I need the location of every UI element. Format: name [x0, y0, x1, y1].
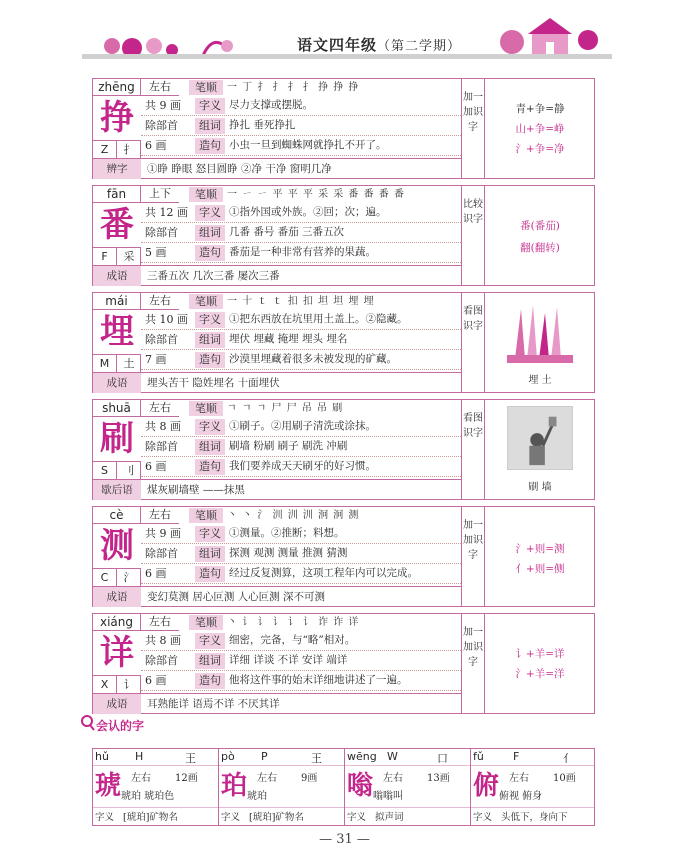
detail-rows: [141, 417, 461, 477]
cell-meaning: [琥珀]矿物名: [123, 812, 178, 823]
words-row: [141, 437, 461, 457]
cell-strokes: 13画: [427, 773, 450, 784]
side-method-label: 看图识字: [461, 292, 485, 393]
stroke-order-label: 笔顺: [189, 508, 223, 523]
sentence: 小虫一旦到蜘蛛网就挣扎不开了。: [229, 139, 387, 151]
radical-note: 除部首: [145, 547, 178, 560]
stroke-order: ㄱ ㄱ ㄱ 尸 尸 吊 吊 刷: [227, 403, 344, 414]
words: 探测 观测 测量 推测 猜测: [229, 547, 348, 559]
extra-row: [93, 693, 461, 713]
stroke-order-label: 笔顺: [189, 80, 223, 95]
section-title: 会认的字: [96, 719, 145, 733]
row-label: 造句: [195, 245, 225, 261]
cell-words: 琥珀 琥珀色: [121, 791, 175, 802]
row-label: 字义: [195, 419, 225, 435]
cell-structure: 左右: [257, 773, 277, 784]
meaning: ①测量。②推断；料想。: [229, 527, 345, 539]
cell-strokes: 12画: [175, 773, 198, 784]
row-label: 造句: [195, 566, 225, 582]
cell-character: 珀: [221, 771, 248, 801]
sentence: 我们要养成天天刷牙的好习惯。: [229, 460, 376, 472]
meaning-row: [141, 417, 461, 437]
cell-radical: 王: [311, 752, 322, 765]
sentence-row: [141, 243, 461, 263]
row-label: 成语: [93, 587, 141, 607]
title-sub: （第二学期）: [377, 39, 462, 54]
extra-row: [93, 158, 461, 178]
cell-meaning: 头低下，身向下: [501, 812, 568, 823]
index-letters: [93, 140, 141, 158]
side-method-label: 比较识字: [461, 185, 485, 286]
cell-meaning-label: 字义: [473, 812, 493, 823]
illustration-caption: 刷 墙: [528, 482, 552, 493]
page-title: [297, 34, 461, 55]
row-label: 造句: [195, 673, 225, 689]
index-letters: [93, 675, 141, 693]
stroke-count: 共 8 画: [145, 420, 181, 433]
stroke-order: 一 丁 扌 扌 扌 扌 挣 挣 挣: [227, 82, 360, 93]
remaining-strokes: 6 画: [145, 567, 167, 580]
cell-pinyin: fǔ: [473, 750, 484, 763]
side-box: [485, 614, 595, 713]
cell-pinyin: pò: [221, 750, 235, 763]
row-label: 字义: [195, 312, 225, 328]
char-entry-ce: [92, 506, 595, 607]
stroke-count: 共 12 画: [145, 206, 188, 219]
stroke-order: 丶 讠 讠 讠 讠 讠 诈 诈 详: [227, 617, 360, 628]
side-box: [485, 400, 595, 499]
side-method-label: 加一加识字: [461, 613, 485, 714]
pinyin: zhēng: [93, 79, 141, 96]
structure: 上下: [141, 186, 179, 203]
row-label: 组词: [195, 653, 225, 669]
detail-rows: [141, 524, 461, 584]
cell-structure: 左右: [383, 773, 403, 784]
meaning-row: [141, 631, 461, 651]
side-line: 番(番茄): [520, 220, 560, 232]
extra-content: 三番五次 几次三番 屡次三番: [147, 270, 280, 282]
cell-words: 俯视 俯身: [499, 791, 543, 802]
cell-pinyin: hǔ: [95, 750, 109, 763]
cell-radical: 王: [185, 752, 196, 765]
stroke-order: 一 ㄧ ㄧ 平 平 平 采 采 番 番 番 番: [227, 189, 405, 200]
side-method-label: 看图识字: [461, 399, 485, 500]
extra-row: [93, 265, 461, 285]
radical: 刂: [123, 464, 135, 477]
words: 刷墙 粉刷 刷子 刷洗 冲刷: [229, 440, 348, 452]
cell-strokes: 10画: [553, 773, 576, 784]
illustration-burying: [507, 299, 573, 363]
remaining-strokes: 6 画: [145, 460, 167, 473]
main-character: 埋: [100, 312, 134, 352]
side-line: 氵+则=测: [515, 543, 565, 555]
char-entry-zheng: [92, 78, 595, 179]
side-method-label: 加一加识字: [461, 506, 485, 607]
cell-radical: 亻: [563, 752, 574, 765]
illustration-caption: 埋 土: [528, 375, 552, 386]
cell-character: 嗡: [347, 771, 374, 801]
sentence-row: [141, 564, 461, 584]
pinyin: cè: [93, 507, 141, 524]
sentence-row: [141, 136, 461, 156]
stroke-order-label: 笔顺: [189, 615, 223, 630]
side-line: 山+争=峥: [515, 123, 565, 135]
recognize-char-cell: [345, 749, 471, 825]
detail-rows: [141, 96, 461, 156]
row-label: 字义: [195, 526, 225, 542]
radical-note: 除部首: [145, 119, 178, 132]
structure: 左右: [141, 79, 179, 96]
side-line: 青+争=静: [515, 103, 565, 115]
meaning: 尽力支撑或摆脱。: [229, 99, 313, 111]
side-box: [485, 293, 595, 392]
detail-rows: [141, 310, 461, 370]
stroke-order-label: 笔顺: [189, 187, 223, 202]
index-letter: F: [93, 248, 117, 265]
structure: 左右: [141, 400, 179, 417]
index-letter: X: [93, 676, 117, 693]
recognize-char-cell: [471, 749, 597, 825]
radical: 讠: [123, 678, 135, 691]
recognize-char-cell: [219, 749, 345, 825]
cell-meaning-label: 字义: [95, 812, 115, 823]
row-label: 组词: [195, 118, 225, 134]
cell-letter: H: [135, 750, 144, 763]
main-character: 挣: [100, 98, 134, 138]
char-entry-shua: [92, 399, 595, 500]
row-label: 成语: [93, 694, 141, 714]
index-letters: [93, 568, 141, 586]
sentence: 番茄是一种非常有营养的果蔬。: [229, 246, 376, 258]
main-character: 详: [100, 633, 134, 673]
pinyin: fān: [93, 186, 141, 203]
row-label: 组词: [195, 225, 225, 241]
remaining-strokes: 5 画: [145, 246, 167, 259]
cell-radical: 口: [437, 752, 448, 765]
radical: 扌: [123, 143, 135, 156]
row-label: 组词: [195, 332, 225, 348]
radical-note: 除部首: [145, 440, 178, 453]
meaning-row: [141, 310, 461, 330]
extra-row: [93, 479, 461, 499]
remaining-strokes: 6 画: [145, 674, 167, 687]
stroke-order: 丶 丶 氵 汌 汌 汌 泂 泂 测: [227, 510, 360, 521]
title-main: 语文四年级: [297, 36, 378, 54]
side-box: [485, 507, 595, 606]
side-line: 亻+则=侧: [515, 563, 565, 575]
radical-note: 除部首: [145, 654, 178, 667]
recognize-char-cell: [93, 749, 219, 825]
remaining-strokes: 7 画: [145, 353, 167, 366]
meaning: ①把东西放在坑里用土盖上。②隐藏。: [229, 313, 408, 325]
char-entry-fan: [92, 185, 595, 286]
index-letters: [93, 354, 141, 372]
extra-content: 埋头苦干 隐姓埋名 十面埋伏: [147, 377, 280, 389]
side-method-label: 加一加识字: [461, 78, 485, 179]
magnifier-icon: [80, 714, 96, 732]
sentence: 他将这件事的始末详细地讲述了一遍。: [229, 674, 408, 686]
cell-meaning-label: 字义: [347, 812, 367, 823]
cell-letter: F: [513, 750, 520, 763]
side-box: [485, 79, 595, 178]
meaning: ①指外国或外族。②回；次；遍。: [229, 206, 387, 218]
sentence: 经过反复测算，这项工程年内可以完成。: [229, 567, 418, 579]
side-line: 氵+争=净: [515, 143, 565, 155]
decorative-house-right: [492, 14, 612, 58]
cell-strokes: 9画: [301, 773, 318, 784]
words-row: [141, 544, 461, 564]
words-row: [141, 330, 461, 350]
row-label: 字义: [195, 205, 225, 221]
stroke-count: 共 10 画: [145, 313, 188, 326]
row-label: 组词: [195, 546, 225, 562]
illustration-brushing-wall: [507, 406, 573, 470]
detail-rows: [141, 203, 461, 263]
meaning-row: [141, 524, 461, 544]
row-label: 造句: [195, 352, 225, 368]
words: 几番 番号 番茄 三番五次: [229, 226, 345, 238]
cell-character: 俯: [473, 771, 500, 801]
words: 详细 详谈 不详 安详 端详: [229, 654, 348, 666]
char-entry-xiang: [92, 613, 595, 714]
cell-words: 琥珀: [247, 791, 267, 802]
stroke-count: 共 8 画: [145, 634, 181, 647]
meaning-row: [141, 203, 461, 223]
row-label: 字义: [195, 633, 225, 649]
radical: 土: [123, 357, 135, 370]
recognize-chars-grid: [92, 748, 595, 826]
extra-row: [93, 372, 461, 392]
row-label: 成语: [93, 266, 141, 286]
radical: 氵: [123, 571, 135, 584]
radical-note: 除部首: [145, 333, 178, 346]
main-character: 测: [100, 526, 134, 566]
words: 挣扎 垂死挣扎: [229, 119, 296, 131]
sentence-row: [141, 350, 461, 370]
cell-meaning-label: 字义: [221, 812, 241, 823]
main-character: 番: [100, 205, 134, 245]
row-label: 造句: [195, 138, 225, 154]
words-row: [141, 223, 461, 243]
row-label: 成语: [93, 373, 141, 393]
char-entry-mai: [92, 292, 595, 393]
cell-meaning: 拟声词: [375, 812, 404, 823]
radical-note: 除部首: [145, 226, 178, 239]
cell-words: 嗡嗡叫: [373, 791, 403, 802]
side-line: 氵+羊=洋: [515, 668, 565, 680]
extra-content: 耳熟能详 语焉不详 不厌其详: [147, 698, 280, 710]
extra-content: ①睁 睁眼 怒目圆睁 ②净 干净 窗明几净: [147, 163, 332, 175]
words: 埋伏 埋藏 掩埋 埋头 埋名: [229, 333, 348, 345]
structure: 左右: [141, 507, 179, 524]
pinyin: xiáng: [93, 614, 141, 631]
meaning: ①刷子。②用刷子清洗或涂抹。: [229, 420, 376, 432]
sentence: 沙漠里埋藏着很多未被发现的矿藏。: [229, 353, 397, 365]
row-label: 组词: [195, 439, 225, 455]
stroke-order: 一 十 ｔ ｔ 扣 扣 坦 坦 埋 埋: [227, 296, 375, 307]
row-label: 字义: [195, 98, 225, 114]
cell-structure: 左右: [509, 773, 529, 784]
sentence-row: [141, 671, 461, 691]
structure: 左右: [141, 614, 179, 631]
extra-row: [93, 586, 461, 606]
sentence-row: [141, 457, 461, 477]
meaning: 细密，完备，与“略”相对。: [229, 634, 356, 646]
detail-rows: [141, 631, 461, 691]
index-letter: M: [93, 355, 117, 372]
cell-meaning: [琥珀]矿物名: [249, 812, 304, 823]
meaning-row: [141, 96, 461, 116]
words-row: [141, 116, 461, 136]
extra-content: 煤灰刷墙壁 ——抹黑: [147, 484, 245, 496]
row-label: 辨字: [93, 159, 141, 179]
index-letter: Z: [93, 141, 117, 158]
row-label: 造句: [195, 459, 225, 475]
side-line: 讠+羊=详: [515, 648, 565, 660]
remaining-strokes: 6 画: [145, 139, 167, 152]
cell-letter: W: [387, 750, 398, 763]
page-header: [82, 14, 612, 74]
stroke-count: 共 9 画: [145, 99, 181, 112]
pinyin: shuā: [93, 400, 141, 417]
side-line: 翻(翻转): [520, 242, 560, 254]
index-letters: [93, 247, 141, 265]
stroke-order-label: 笔顺: [189, 401, 223, 416]
stroke-count: 共 9 画: [145, 527, 181, 540]
structure: 左右: [141, 293, 179, 310]
radical: 采: [123, 250, 135, 263]
words-row: [141, 651, 461, 671]
row-label: 歇后语: [93, 480, 141, 500]
cell-character: 琥: [95, 771, 122, 801]
side-box: [485, 186, 595, 285]
stroke-order-label: 笔顺: [189, 294, 223, 309]
cell-pinyin: wēng: [347, 750, 377, 763]
main-character: 刷: [100, 419, 134, 459]
pinyin: mái: [93, 293, 141, 310]
index-letter: C: [93, 569, 117, 586]
index-letters: [93, 461, 141, 479]
page-number: — 31 —: [319, 832, 370, 847]
cell-letter: P: [261, 750, 268, 763]
extra-content: 变幻莫测 居心叵测 人心叵测 深不可测: [147, 591, 326, 603]
cell-structure: 左右: [131, 773, 151, 784]
index-letter: S: [93, 462, 117, 479]
